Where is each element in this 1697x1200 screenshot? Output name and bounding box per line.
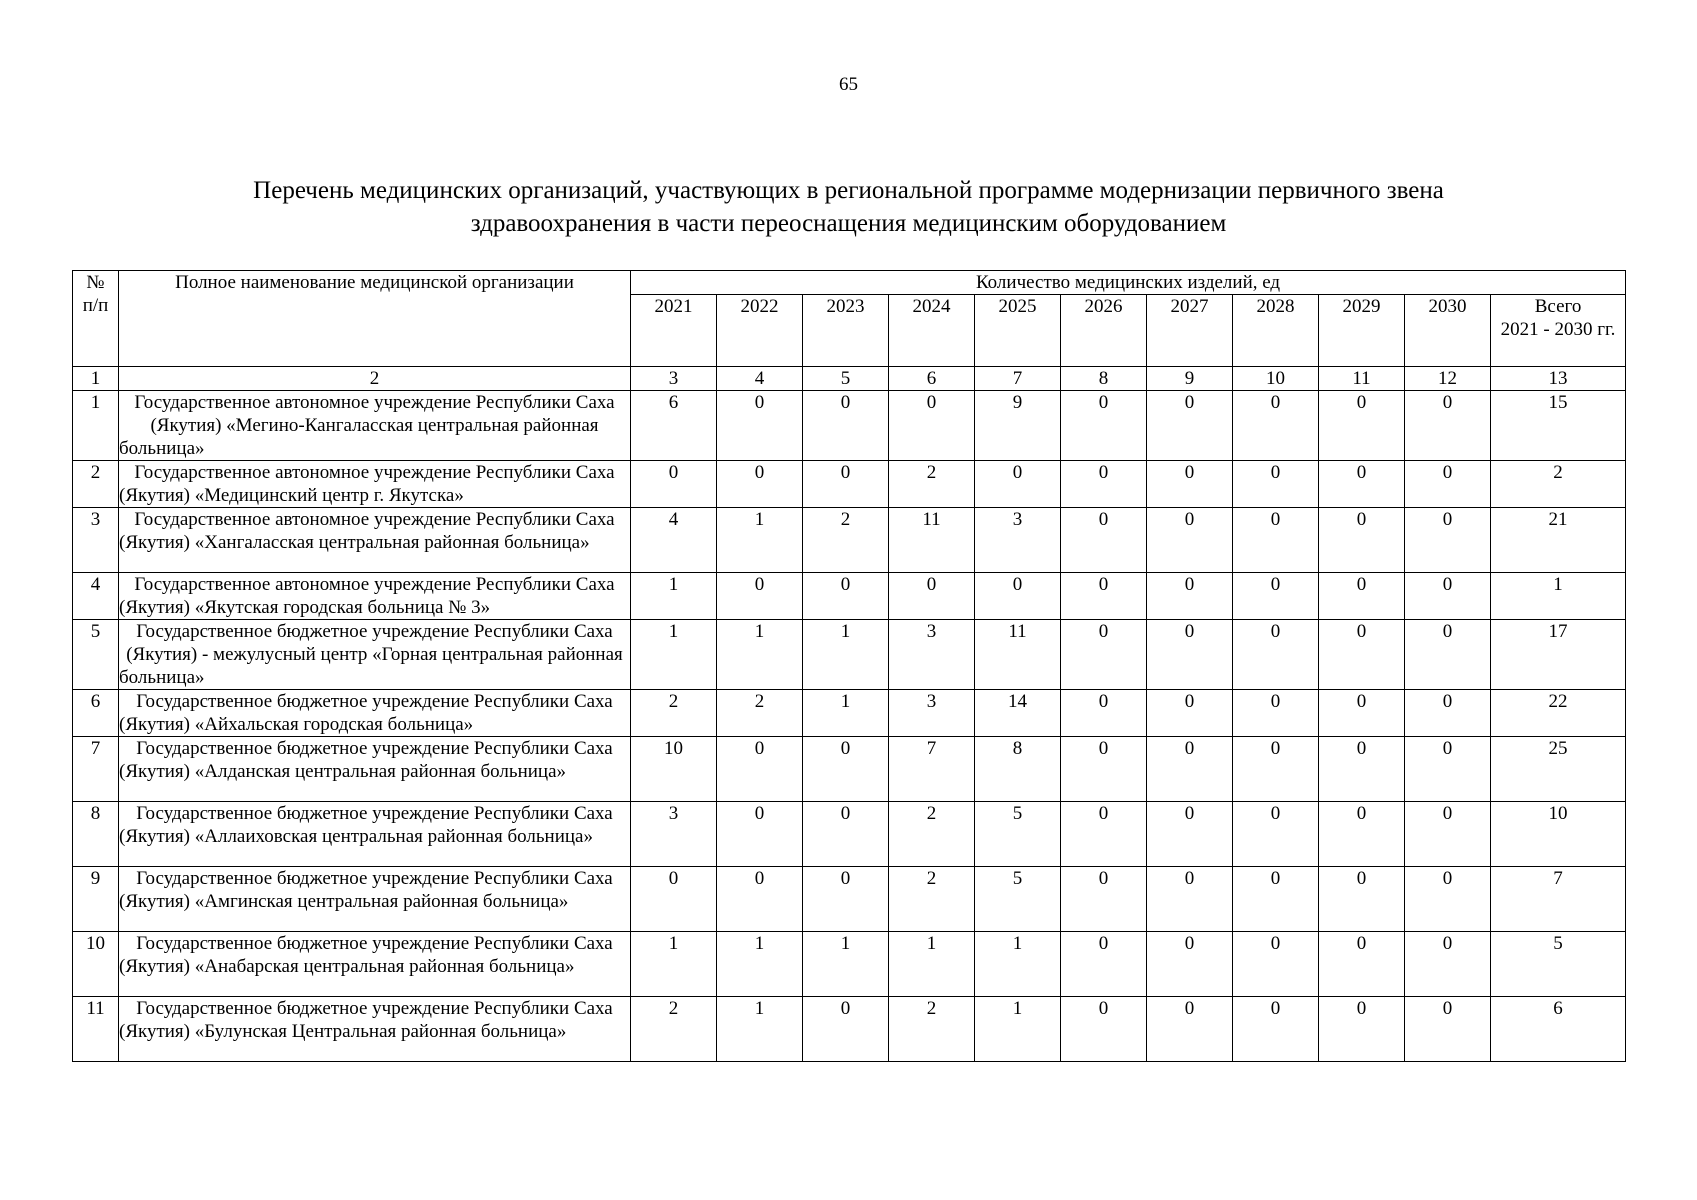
row-total: 2 [1491,461,1626,508]
year-value-2027: 0 [1147,737,1233,802]
year-value-2027: 0 [1147,461,1233,508]
year-value-2029: 0 [1319,391,1405,461]
column-number-12: 12 [1405,367,1491,391]
table-row [73,690,1626,737]
row-number: 11 [73,997,119,1062]
header-year-2028: 2028 [1233,295,1319,367]
table-row [73,997,1626,1062]
year-value-2028: 0 [1233,573,1319,620]
year-value-2026: 0 [1061,461,1147,508]
year-value-2021: 10 [631,737,717,802]
year-value-2028: 0 [1233,867,1319,932]
year-value-2022: 0 [717,737,803,802]
year-value-2022: 0 [717,391,803,461]
year-value-2023: 0 [803,737,889,802]
year-value-2024: 2 [889,867,975,932]
header-no-line1: № [86,272,105,293]
row-total: 25 [1491,737,1626,802]
column-number-3: 3 [631,367,717,391]
title-line-1: Перечень медицинских организаций, участвующих в региональной программе модернизации первичного звена [253,177,1444,204]
year-value-2025: 1 [975,932,1061,997]
year-value-2021: 3 [631,802,717,867]
year-value-2027: 0 [1147,802,1233,867]
year-value-2025: 8 [975,737,1061,802]
year-value-2030: 0 [1405,461,1491,508]
column-number-6: 6 [889,367,975,391]
row-number: 7 [73,737,119,802]
year-value-2024: 2 [889,802,975,867]
year-value-2028: 0 [1233,737,1319,802]
year-value-2029: 0 [1319,802,1405,867]
year-value-2024: 0 [889,573,975,620]
year-value-2024: 1 [889,932,975,997]
year-value-2022: 1 [717,508,803,573]
table-row [73,867,1626,932]
year-value-2023: 0 [803,997,889,1062]
year-value-2022: 1 [717,620,803,690]
year-value-2026: 0 [1061,867,1147,932]
column-number-1: 1 [73,367,119,391]
year-value-2021: 4 [631,508,717,573]
year-value-2028: 0 [1233,997,1319,1062]
year-value-2027: 0 [1147,573,1233,620]
year-value-2022: 0 [717,867,803,932]
year-value-2025: 14 [975,690,1061,737]
row-number: 1 [73,391,119,461]
row-total: 6 [1491,997,1626,1062]
organizations-table [72,270,1626,1062]
year-value-2029: 0 [1319,620,1405,690]
row-total: 7 [1491,867,1626,932]
year-value-2023: 1 [803,690,889,737]
year-value-2021: 6 [631,391,717,461]
organization-name: Государственное автономное учреждение Республики Саха (Якутия) «Якутская городская больница № 3» [119,573,631,620]
year-value-2021: 0 [631,867,717,932]
organization-name: Государственное бюджетное учреждение Республики Саха (Якутия) - межулусный центр «Горная центральная районная больница» [119,620,631,690]
table-row [73,802,1626,867]
table-row [73,932,1626,997]
year-value-2024: 0 [889,391,975,461]
year-value-2026: 0 [1061,620,1147,690]
year-value-2027: 0 [1147,508,1233,573]
year-value-2030: 0 [1405,690,1491,737]
year-value-2023: 1 [803,932,889,997]
year-value-2029: 0 [1319,508,1405,573]
header-year-2030: 2030 [1405,295,1491,367]
organization-name: Государственное бюджетное учреждение Республики Саха (Якутия) «Алданская центральная районная больница» [119,737,631,802]
year-value-2025: 0 [975,573,1061,620]
year-value-2030: 0 [1405,737,1491,802]
year-value-2028: 0 [1233,391,1319,461]
header-no-line2: п/п [82,295,109,316]
column-number-10: 10 [1233,367,1319,391]
column-number-8: 8 [1061,367,1147,391]
year-value-2025: 3 [975,508,1061,573]
row-number: 2 [73,461,119,508]
year-value-2024: 11 [889,508,975,573]
year-value-2023: 0 [803,461,889,508]
year-value-2026: 0 [1061,391,1147,461]
header-year-2027: 2027 [1147,295,1233,367]
header-quantity-group: Количество медицинских изделий, ед [631,271,1626,295]
year-value-2030: 0 [1405,802,1491,867]
row-total: 1 [1491,573,1626,620]
year-value-2027: 0 [1147,932,1233,997]
organization-name: Государственное бюджетное учреждение Республики Саха (Якутия) «Амгинская центральная районная больница» [119,867,631,932]
header-no-cell [73,271,119,367]
year-value-2029: 0 [1319,461,1405,508]
page-number: 65 [839,74,858,95]
year-value-2030: 0 [1405,573,1491,620]
year-value-2021: 1 [631,620,717,690]
organization-name: Государственное бюджетное учреждение Республики Саха (Якутия) «Булунская Центральная районная больница» [119,997,631,1062]
column-number-13: 13 [1491,367,1626,391]
year-value-2026: 0 [1061,508,1147,573]
year-value-2024: 3 [889,690,975,737]
row-number: 6 [73,690,119,737]
column-number-7: 7 [975,367,1061,391]
row-number: 5 [73,620,119,690]
year-value-2029: 0 [1319,997,1405,1062]
row-total: 15 [1491,391,1626,461]
year-value-2024: 3 [889,620,975,690]
row-total: 17 [1491,620,1626,690]
year-value-2028: 0 [1233,802,1319,867]
year-value-2029: 0 [1319,690,1405,737]
year-value-2025: 5 [975,802,1061,867]
year-value-2026: 0 [1061,997,1147,1062]
year-value-2029: 0 [1319,932,1405,997]
table-row [73,508,1626,573]
year-value-2021: 1 [631,932,717,997]
year-value-2025: 9 [975,391,1061,461]
year-value-2030: 0 [1405,391,1491,461]
year-value-2023: 0 [803,867,889,932]
year-value-2030: 0 [1405,867,1491,932]
header-year-2029: 2029 [1319,295,1405,367]
year-value-2026: 0 [1061,690,1147,737]
organization-name: Государственное бюджетное учреждение Республики Саха (Якутия) «Айхальская городская больница» [119,690,631,737]
year-value-2022: 2 [717,690,803,737]
year-value-2022: 1 [717,997,803,1062]
year-value-2023: 0 [803,802,889,867]
year-value-2026: 0 [1061,573,1147,620]
year-value-2029: 0 [1319,573,1405,620]
column-number-9: 9 [1147,367,1233,391]
row-number: 4 [73,573,119,620]
header-total-line2: 2021 - 2030 гг. [1500,319,1616,340]
header-year-2026: 2026 [1061,295,1147,367]
organization-name: Государственное бюджетное учреждение Республики Саха (Якутия) «Аллаиховская центральная районная больница» [119,802,631,867]
year-value-2022: 1 [717,932,803,997]
header-year-2024: 2024 [889,295,975,367]
row-number: 9 [73,867,119,932]
year-value-2030: 0 [1405,620,1491,690]
column-number-5: 5 [803,367,889,391]
document-title [0,174,1697,240]
year-value-2024: 2 [889,461,975,508]
year-value-2021: 2 [631,997,717,1062]
organization-name: Государственное автономное учреждение Республики Саха (Якутия) «Медицинский центр г. Якутска» [119,461,631,508]
year-value-2025: 5 [975,867,1061,932]
year-value-2026: 0 [1061,802,1147,867]
row-number: 3 [73,508,119,573]
year-value-2027: 0 [1147,867,1233,932]
year-value-2023: 1 [803,620,889,690]
header-year-2025: 2025 [975,295,1061,367]
table-row [73,391,1626,461]
row-number: 8 [73,802,119,867]
header-name-cell: Полное наименование медицинской организации [119,271,631,367]
header-year-2021: 2021 [631,295,717,367]
year-value-2025: 0 [975,461,1061,508]
year-value-2030: 0 [1405,932,1491,997]
year-value-2029: 0 [1319,867,1405,932]
year-value-2028: 0 [1233,508,1319,573]
year-value-2028: 0 [1233,620,1319,690]
year-value-2028: 0 [1233,690,1319,737]
table-row [73,620,1626,690]
row-total: 22 [1491,690,1626,737]
year-value-2025: 1 [975,997,1061,1062]
row-total: 5 [1491,932,1626,997]
header-row-1 [73,271,1626,295]
year-value-2024: 2 [889,997,975,1062]
column-number-4: 4 [717,367,803,391]
year-value-2028: 0 [1233,932,1319,997]
year-value-2021: 2 [631,690,717,737]
header-total-line1: Всего [1534,296,1582,317]
year-value-2027: 0 [1147,620,1233,690]
table-row [73,461,1626,508]
row-total: 10 [1491,802,1626,867]
year-value-2026: 0 [1061,737,1147,802]
year-value-2022: 0 [717,461,803,508]
column-number-11: 11 [1319,367,1405,391]
year-value-2022: 0 [717,573,803,620]
year-value-2022: 0 [717,802,803,867]
row-number: 10 [73,932,119,997]
year-value-2030: 0 [1405,508,1491,573]
organization-name: Государственное автономное учреждение Республики Саха (Якутия) «Хангаласская центральная районная больница» [119,508,631,573]
year-value-2021: 1 [631,573,717,620]
organization-name: Государственное автономное учреждение Республики Саха (Якутия) «Мегино-Кангаласская центральная районная больница» [119,391,631,461]
year-value-2024: 7 [889,737,975,802]
header-total-cell [1491,295,1626,367]
column-number-row [73,367,1626,391]
year-value-2027: 0 [1147,997,1233,1062]
year-value-2025: 11 [975,620,1061,690]
organization-name: Государственное бюджетное учреждение Республики Саха (Якутия) «Анабарская центральная районная больница» [119,932,631,997]
year-value-2021: 0 [631,461,717,508]
table-row [73,573,1626,620]
year-value-2030: 0 [1405,997,1491,1062]
row-total: 21 [1491,508,1626,573]
year-value-2027: 0 [1147,391,1233,461]
year-value-2023: 0 [803,573,889,620]
header-year-2023: 2023 [803,295,889,367]
year-value-2029: 0 [1319,737,1405,802]
year-value-2023: 2 [803,508,889,573]
header-year-2022: 2022 [717,295,803,367]
column-number-2: 2 [119,367,631,391]
year-value-2028: 0 [1233,461,1319,508]
year-value-2026: 0 [1061,932,1147,997]
year-value-2023: 0 [803,391,889,461]
table-row [73,737,1626,802]
title-line-2: здравоохранения в части переоснащения медицинским оборудованием [470,210,1227,237]
year-value-2027: 0 [1147,690,1233,737]
